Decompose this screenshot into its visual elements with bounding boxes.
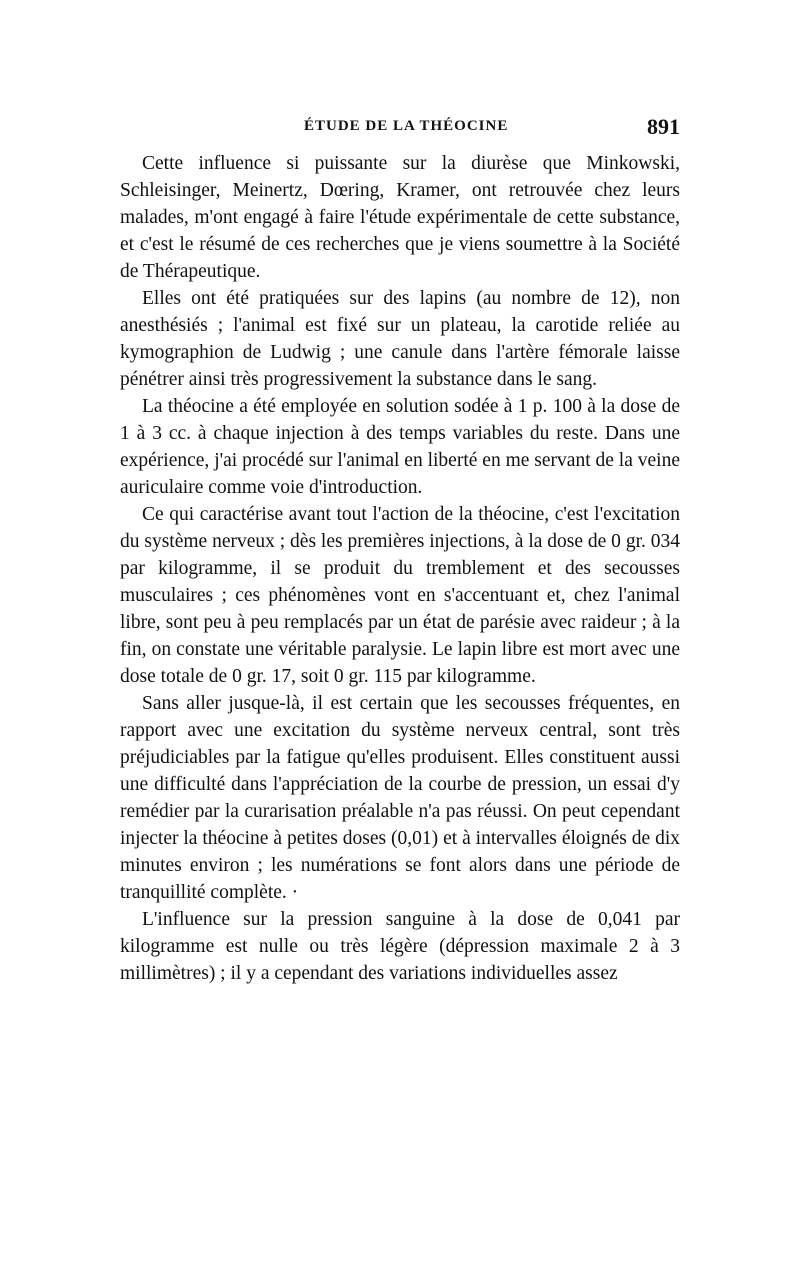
paragraph-4: Ce qui caractérise avant tout l'action de la théocine, c'est l'excitation du système nerveux ; dès les premières injections, à la dose de 0 gr. 034 par kilogramme, il se produit du tremblement et des secousses musculaires ; ces phénomènes vont en s'accentuant et, chez l'animal libre, sont peu à peu remplacés par un état de parésie avec raideur ; à la fin, on constate une véritable paralysie. Le lapin libre est mort avec une dose totale de 0 gr. 17, soit 0 gr. 115 par kilogramme. (120, 504, 680, 687)
page-header (120, 116, 680, 144)
body-text (120, 150, 680, 987)
paragraph-2: Elles ont été pratiquées sur des lapins (au nombre de 12), non anesthésiés ; l'animal est fixé sur un plateau, la carotide reliée au kymographion de Ludwig ; une canule dans l'artère fémorale laisse pénétrer ainsi très progressivement la substance dans le sang. (120, 288, 680, 390)
page-number: 891 (647, 114, 680, 139)
paragraph-1: Cette influence si puissante sur la diurèse que Minkowski, Schleisinger, Meinertz, Dœring, Kramer, ont retrouvée chez leurs malades, m'ont engagé à faire l'étude expérimentale de cette substance, et c'est le résumé de ces recherches que je viens soumettre à la Société de Thérapeutique. (120, 153, 680, 282)
paragraph-6: L'influence sur la pression sanguine à la dose de 0,041 par kilogramme est nulle ou très légère (dépression maximale 2 à 3 millimètres) ; il y a cependant des variations individuelles assez (120, 909, 680, 984)
paragraph-5: Sans aller jusque-là, il est certain que les secousses fréquentes, en rapport avec une excitation du système nerveux central, sont très préjudiciables par la fatigue qu'elles produisent. Elles constituent aussi une difficulté dans l'appréciation de la courbe de pression, un essai d'y remédier par la curarisation préalable n'a pas réussi. On peut cependant injecter la théocine à petites doses (0,01) et à intervalles éloignés de dix minutes environ ; les numérations se font alors dans une période de tranquillité complète. · (120, 693, 680, 903)
paragraph-3: La théocine a été employée en solution sodée à 1 p. 100 à la dose de 1 à 3 cc. à chaque injection à des temps variables du reste. Dans une expérience, j'ai procédé sur l'animal en liberté en me servant de la veine auriculaire comme voie d'introduction. (120, 396, 680, 498)
running-title: ÉTUDE DE LA THÉOCINE (304, 118, 509, 134)
